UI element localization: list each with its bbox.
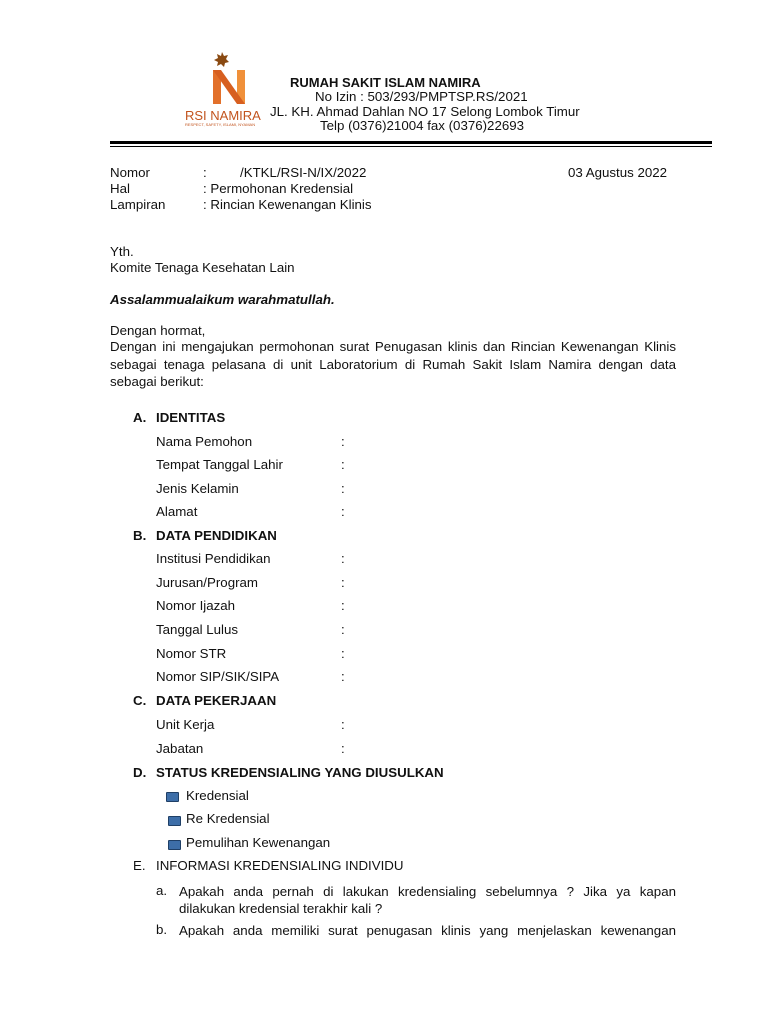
- hal-label: Hal: [110, 181, 130, 196]
- field-label: Jabatan: [156, 741, 204, 756]
- lampiran-label: Lampiran: [110, 197, 166, 212]
- logo-text: RSI NAMIRA: [185, 108, 261, 123]
- nomor-label: Nomor: [110, 165, 150, 180]
- recipient-name: Komite Tenaga Kesehatan Lain: [110, 260, 295, 275]
- section-d-letter: D.: [133, 765, 147, 780]
- recipient-yth: Yth.: [110, 244, 134, 259]
- nomor-value: /KTKL/RSI-N/IX/2022: [240, 165, 367, 180]
- field-colon: :: [341, 434, 345, 449]
- field-label: Tanggal Lulus: [156, 622, 239, 637]
- question-text: Apakah anda memiliki surat penugasan klinis yang menjelaskan kewenangan: [179, 923, 676, 938]
- nomor-colon: :: [203, 165, 207, 180]
- hospital-name: RUMAH SAKIT ISLAM NAMIRA: [290, 75, 481, 90]
- field-label: Institusi Pendidikan: [156, 551, 271, 566]
- field-colon: :: [341, 457, 345, 472]
- hospital-address: JL. KH. Ahmad Dahlan NO 17 Selong Lombok Timur: [270, 104, 580, 119]
- field-label: Nomor SIP/SIK/SIPA: [156, 669, 280, 684]
- logo-tagline: RESPECT, SAFETY, ISLAMI, NYAMAN: [185, 122, 256, 127]
- field-label: Nomor STR: [156, 646, 227, 661]
- field-label: Tempat Tanggal Lahir: [156, 457, 283, 472]
- option-label: Re Kredensial: [186, 811, 270, 826]
- field-colon: :: [341, 551, 345, 566]
- field-colon: :: [341, 481, 345, 496]
- body-paragraph: Dengan ini mengajukan permohonan surat Penugasan klinis dan Rincian Kewenangan Klinis sebagai tenaga pelasana di unit Laboratorium di Rumah Sakit Islam Namira dengan data sebagai berikut:: [110, 339, 676, 389]
- field-colon: :: [341, 646, 345, 661]
- checkbox-kredensial[interactable]: [166, 792, 179, 802]
- field-label: Unit Kerja: [156, 717, 215, 732]
- letter-date: 03 Agustus 2022: [568, 165, 668, 180]
- field-colon: :: [341, 741, 345, 756]
- question-letter: b.: [156, 922, 168, 937]
- section-b-letter: B.: [133, 528, 147, 543]
- checkbox-re-kredensial[interactable]: [168, 816, 181, 826]
- lampiran-value: : Rincian Kewenangan Klinis: [203, 197, 372, 212]
- question-text: Apakah anda pernah di lakukan kredensialing sebelumnya ? Jika ya kapan dilakukan kredensial terakhir kali ?: [179, 884, 676, 916]
- field-label: Nama Pemohon: [156, 434, 253, 449]
- field-colon: :: [341, 598, 345, 613]
- field-label: Nomor Ijazah: [156, 598, 236, 613]
- field-colon: :: [341, 669, 345, 684]
- permit-number: No Izin : 503/293/PMPTSP.RS/2021: [315, 89, 528, 104]
- section-e-title: INFORMASI KREDENSIALING INDIVIDU: [156, 858, 404, 873]
- checkbox-pemulihan-kewenangan[interactable]: [168, 840, 181, 850]
- question-letter: a.: [156, 883, 168, 898]
- hal-value: : Permohonan Kredensial: [203, 181, 354, 196]
- field-label: Jenis Kelamin: [156, 481, 239, 496]
- section-d-title: STATUS KREDENSIALING YANG DIUSULKAN: [156, 765, 444, 780]
- hospital-phone: Telp (0376)21004 fax (0376)22693: [320, 118, 525, 133]
- greeting: Assalammualaikum warahmatullah.: [110, 292, 335, 307]
- field-colon: :: [341, 717, 345, 732]
- opening: Dengan hormat,: [110, 323, 206, 338]
- field-label: Alamat: [156, 504, 198, 519]
- option-label: Kredensial: [186, 788, 249, 803]
- option-label: Pemulihan Kewenangan: [186, 835, 331, 850]
- header-rule-thin: [110, 146, 712, 147]
- section-b-title: DATA PENDIDIKAN: [156, 528, 277, 543]
- section-a-letter: A.: [133, 410, 147, 425]
- field-colon: :: [341, 504, 345, 519]
- field-colon: :: [341, 622, 345, 637]
- section-e-letter: E.: [133, 858, 146, 873]
- field-label: Jurusan/Program: [156, 575, 258, 590]
- section-c-title: DATA PEKERJAAN: [156, 693, 277, 708]
- section-a-title: IDENTITAS: [156, 410, 226, 425]
- header-rule: [110, 141, 712, 144]
- section-c-letter: C.: [133, 693, 147, 708]
- field-colon: :: [341, 575, 345, 590]
